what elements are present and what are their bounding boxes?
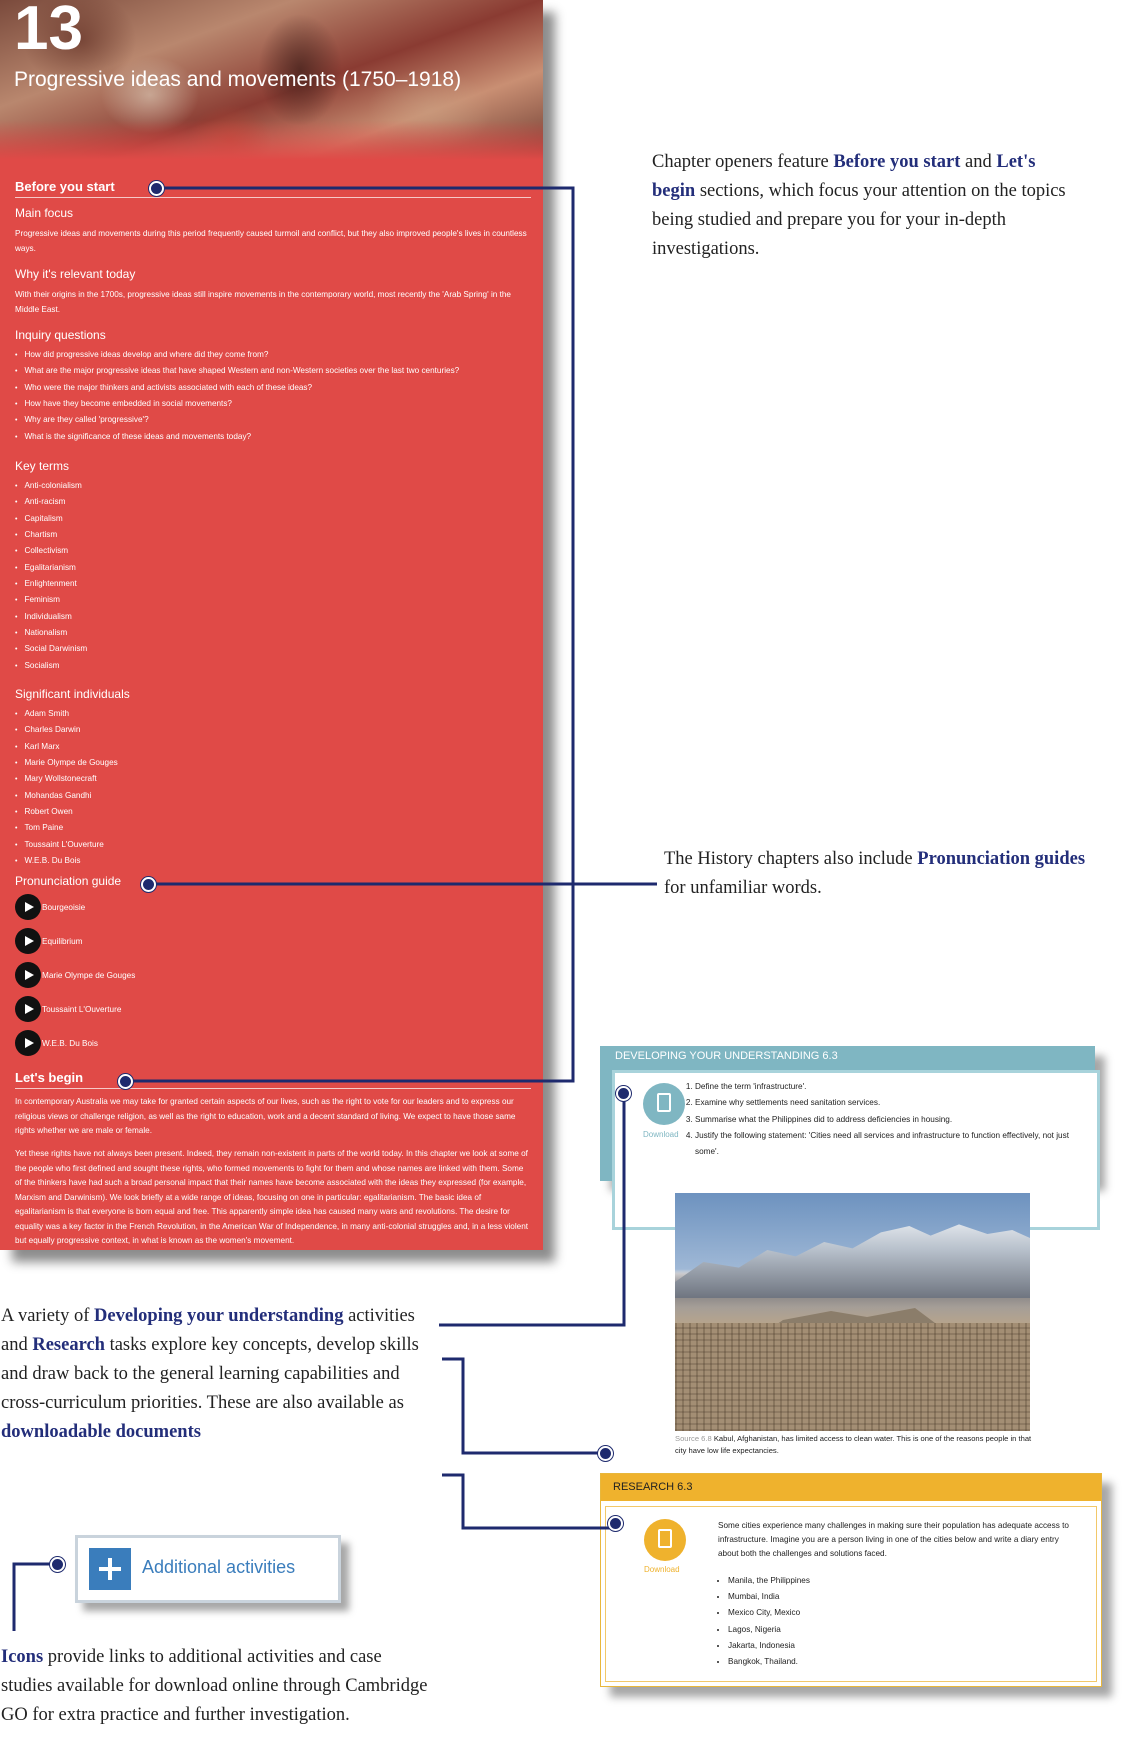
list-item: • Collectivism [15,543,87,559]
caption-source: Source 6.8 [675,1434,712,1443]
list-item: • Mary Wollstonecraft [15,771,118,787]
connector-dot [149,181,164,196]
emphasis: Developing your understanding [94,1306,344,1326]
pronunciation-label: Marie Olympe de Gouges [42,970,136,980]
annotation-icons: Icons provide links to additional activities and case studies available for download online through Cambridge GO for extra practice and further investigation. [1,1647,428,1725]
connector-dot [598,1446,613,1461]
list-item: • Mumbai, India [728,1589,810,1605]
caption-text: Kabul, Afghanistan, has limited access to clean water. This is one of the reasons people in that city have low life expectancies. [675,1434,1032,1455]
list-item: • Enlightenment [15,576,87,592]
list-item: • Individualism [15,609,87,625]
pronunciation-label: Bourgeoisie [42,902,86,912]
lets-begin-paragraph-1: In contemporary Australia we may take for granted certain aspects of our lives, such as the right to vote for our leaders and to express our religious views or challenge religion, as well as the right to education, work and a decent standard of living. We expect to have those same rights whether we are male or female. [15,1097,516,1135]
list-item: • Toussaint L'Ouverture [15,837,118,853]
list-item: 2. Examine why settlements need sanitation services. [695,1095,1075,1111]
annotation-pronunciation: The History chapters also include Pronunciation guides for unfamiliar words. [664,849,1086,898]
list-item: • Chartism [15,527,87,543]
list-item: • How have they become embedded in social movements? [15,396,459,412]
pronunciation-label: Equilibrium [42,936,83,946]
research-title: RESEARCH 6.3 [613,1481,693,1493]
list-item: • How did progressive ideas develop and where did they come from? [15,347,459,363]
list-item: • Anti-colonialism [15,478,87,494]
list-item: • Who were the major thinkers and activists associated with each of these ideas? [15,380,459,396]
emphasis: downloadable documents [1,1422,201,1442]
connector-line [442,1475,614,1528]
list-item: • Karl Marx [15,739,118,755]
download-label[interactable]: Download [643,1130,679,1139]
connector-line [442,1359,604,1453]
list-item: 4. Justify the following statement: 'Cities need all services and infrastructure to function effectively, not just some'. [695,1128,1075,1161]
list-item: 3. Summarise what the Philippines did to address deficiencies in housing. [695,1112,1075,1128]
pronunciation-guide-heading: Pronunciation guide [15,874,122,888]
list-item: • Capitalism [15,511,87,527]
inquiry-questions-heading: Inquiry questions [15,328,106,342]
key-terms-heading: Key terms [15,459,70,473]
lets-begin-heading: Let's begin [15,1070,84,1085]
connector-dot [141,877,156,892]
list-item: • What are the major progressive ideas that have shaped Western and non-Western societies over the last two centuries? [15,363,459,379]
list-item: • Egalitarianism [15,560,87,576]
list-item: • What is the significance of these ideas and movements today? [15,429,459,445]
pronunciation-label: Toussaint L'Ouverture [42,1004,122,1014]
list-item: • Manila, the Philippines [728,1573,810,1589]
list-item: • Robert Owen [15,804,118,820]
dyu-title: DEVELOPING YOUR UNDERSTANDING 6.3 [615,1050,838,1062]
list-item: • Why are they called 'progressive'? [15,412,459,428]
connector-dot [608,1516,623,1531]
connector-line [14,1564,58,1631]
additional-activities-label[interactable]: Additional activities [142,1557,296,1577]
chapter-number: 13 [14,0,83,63]
list-item: • Charles Darwin [15,722,118,738]
main-focus-text: Progressive ideas and movements during this period frequently caused turmoil and conflict, but they also improved people's lives in countless ways. [15,229,527,253]
list-item: • Marie Olympe de Gouges [15,755,118,771]
list-item: • Nationalism [15,625,87,641]
list-item: • Mexico City, Mexico [728,1605,810,1621]
why-relevant-heading: Why it's relevant today [15,267,136,281]
emphasis: Before you start [833,152,961,172]
connector-line [124,188,573,1081]
why-relevant-text: With their origins in the 1700s, progressive ideas still inspire movements in the contemporary world, most recently the 'Arab Spring' in the Middle East. [15,290,511,314]
main-focus-heading: Main focus [15,206,74,220]
before-you-start-heading: Before you start [15,179,115,194]
list-item: • Socialism [15,658,87,674]
list-item: • Anti-racism [15,494,87,510]
lets-begin-paragraph-2: Yet these rights have not always been present. Indeed, they remain non-existent in parts of the world today. In this chapter we look at some of the people who first defined and sought these rights, who formed movements to fight for them and whose names are linked with them. Some of the thinkers have had such a broad personal impact that their names have become associated with the ideas they expressed (for example, Marxism and Darwinism). We look briefly at a wide range of ideas, focusing on one in particular: egalitarianism. The basic idea of egalitarianism is that everyone is born equal and free. This apparently simple idea has caused many wars and revolutions. The desire for equality was a key factor in the French Revolution, in the American War of Independence, in many anti-colonial struggles and, in a less violent but equally progressive context, in what is known as the women's movement. [15,1149,529,1245]
connector-dot [118,1074,133,1089]
download-label[interactable]: Download [644,1565,680,1574]
list-item: • Bangkok, Thailand. [728,1654,810,1670]
list-item: • Social Darwinism [15,641,87,657]
emphasis: Research [32,1335,105,1355]
pronunciation-label: W.E.B. Du Bois [42,1038,98,1048]
list-item: • Mohandas Gandhi [15,788,118,804]
emphasis: Icons [1,1647,44,1667]
list-item: 1. Define the term 'infrastructure'. [695,1079,1075,1095]
connector-line [439,1096,624,1325]
list-item: • Tom Paine [15,820,118,836]
annotation-activities: A variety of Developing your understanding activities and Research tasks explore key concepts, develop skills and draw back to the general learning capabilities and cross-curriculum priorities. These are also available as downloadable documents [1,1306,419,1442]
list-item: • W.E.B. Du Bois [15,853,118,869]
connector-dot [50,1557,65,1572]
list-item: • Lagos, Nigeria [728,1622,810,1638]
annotation-chapter-openers: Chapter openers feature Before you start and Let's begin sections, which focus your attention on the topics being studied and prepare you for your in-depth investigations. [652,152,1066,259]
research-text: Some cities experience many challenges in making sure their population has adequate access to infrastructure. Imagine you are a person living in one of the cities below and write a diary entry about both the challenges and solutions faced. [718,1521,1069,1558]
emphasis: Let's begin [652,152,1036,201]
significant-individuals-heading: Significant individuals [15,687,130,701]
connector-dot [616,1086,631,1101]
chapter-title: Progressive ideas and movements (1750–1918) [14,68,462,91]
emphasis: Pronunciation guides [917,849,1086,869]
list-item: • Jakarta, Indonesia [728,1638,810,1654]
list-item: • Feminism [15,592,87,608]
list-item: • Adam Smith [15,706,118,722]
